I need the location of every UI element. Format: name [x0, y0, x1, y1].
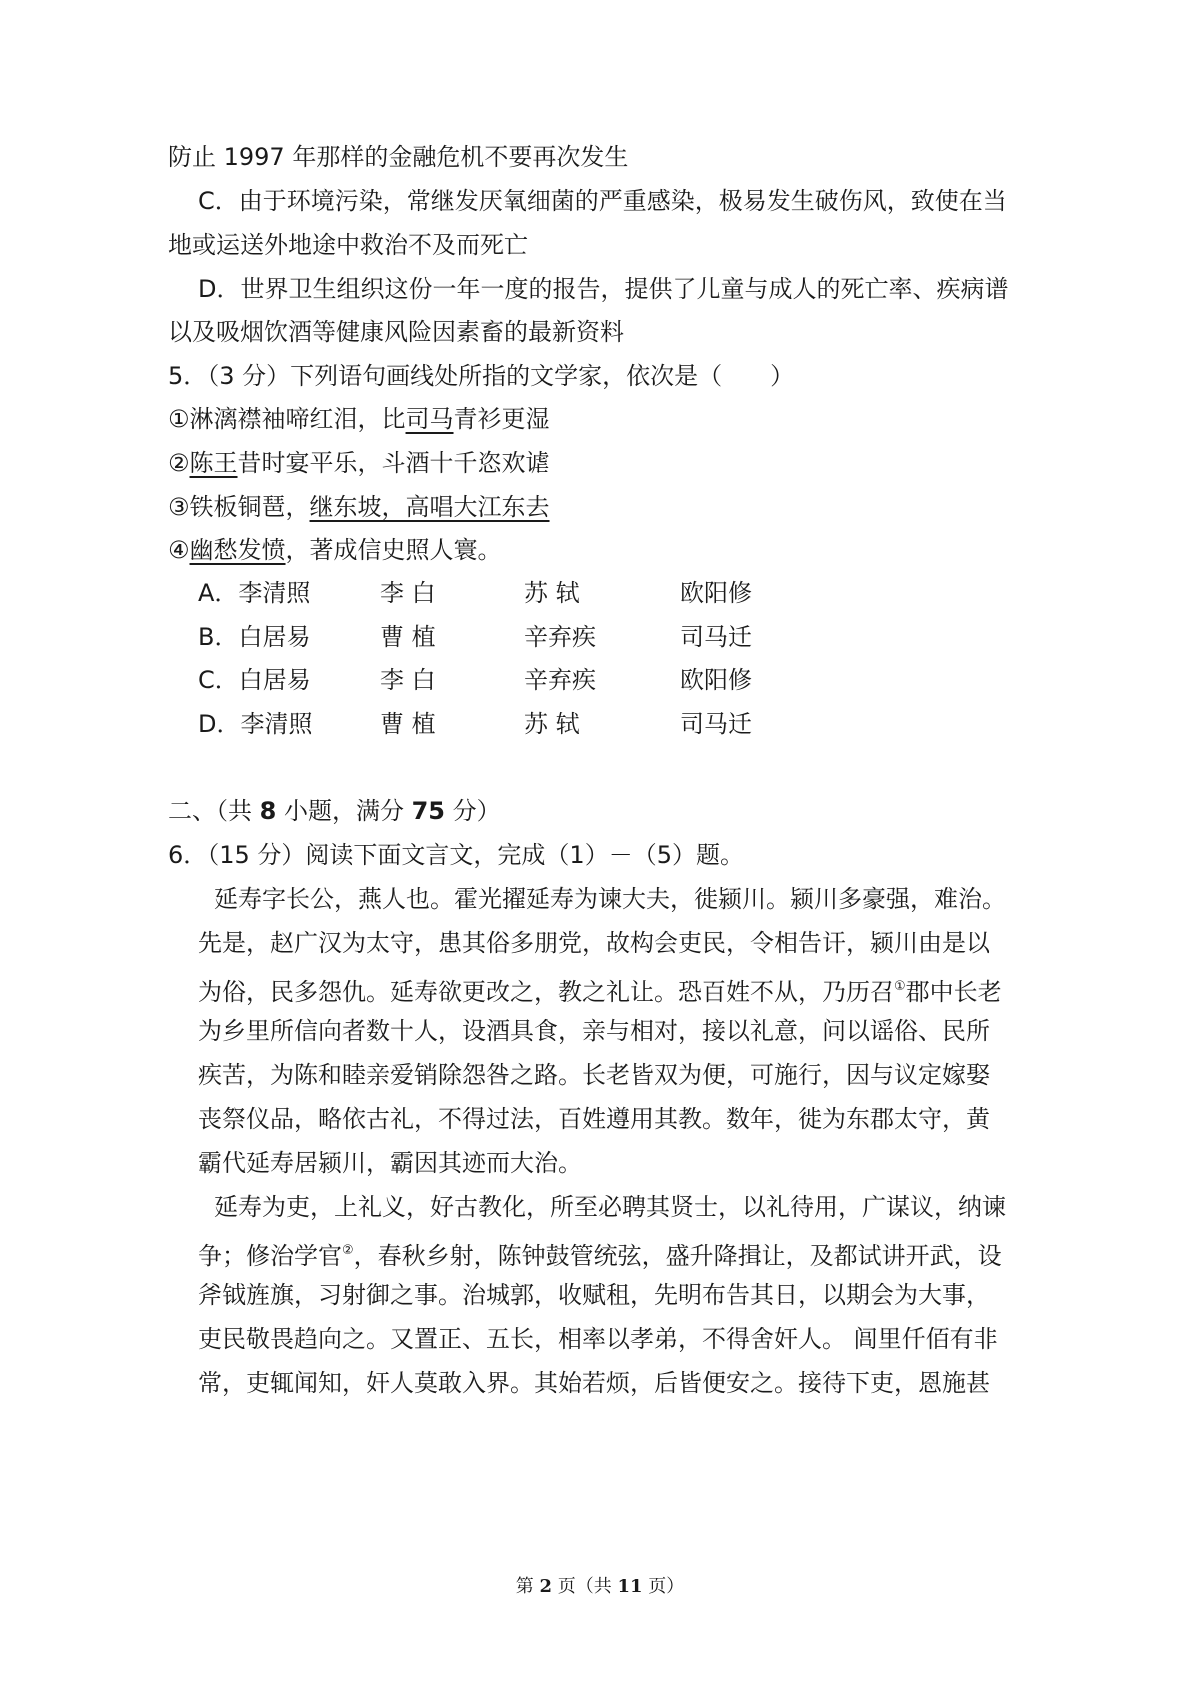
- q5-option-d-col3: 苏 轼: [524, 710, 580, 738]
- q5-item-3-underlined: 继东坡，高唱大江东去: [309, 493, 550, 521]
- q6-p1-line5: 疾苦，为陈和睦亲爱销除怨咎之路。长老皆双为便，可施行，因与议定嫁娶: [198, 1061, 990, 1089]
- section-heading-suffix: 分）: [445, 797, 501, 825]
- q5-option-c-col4: 欧阳修: [680, 666, 752, 694]
- q5-item-1: [168, 404, 550, 434]
- q5-item-2-rest: 昔时宴平乐，斗酒十千恣欢谑: [237, 449, 550, 477]
- q5-option-c-col2: 李 白: [380, 666, 436, 694]
- q5-stem: 5．（3 分）下列语句画线处所指的文学家，依次是（ ）: [168, 362, 795, 390]
- q5-option-d-col1: D．李清照: [198, 710, 313, 738]
- q5-option-a-col3: 苏 轼: [524, 579, 580, 607]
- q5-option-a-col4: 欧阳修: [680, 579, 752, 607]
- section-heading-middle: 小题，满分: [276, 797, 412, 825]
- q6-p2-line4: 吏民敬畏趋向之。又置正、五长，相率以孝弟，不得舍奸人。 闾里仟佰有非: [198, 1325, 998, 1353]
- section-heading-count: 8: [259, 797, 277, 825]
- q5-item-2: [168, 448, 550, 478]
- q6-p1-line7: 霸代延寿居颍川，霸因其迹而大治。: [198, 1149, 582, 1177]
- q6-p2-line2-text: 争；修治学官: [198, 1242, 342, 1270]
- q5-option-b-col2: 曹 植: [380, 623, 436, 651]
- q5-item-2-underlined: 陈王: [189, 449, 238, 477]
- q4-option-d-line2: 以及吸烟饮酒等健康风险因素畜的最新资料: [168, 318, 624, 346]
- q4-option-d-line1: D．世界卫生组织这份一年一度的报告，提供了儿童与成人的死亡率、疾病谱: [198, 275, 1009, 303]
- q6-p1-line3-rest: 郡中长老: [905, 978, 1002, 1006]
- q5-item-4: [168, 535, 502, 565]
- page-footer: [0, 1572, 1200, 1598]
- q5-item-4-rest: ，著成信史照人寰。: [285, 536, 502, 564]
- footer-page-number: 2: [539, 1576, 552, 1597]
- q6-p2-line2: [198, 1236, 1002, 1271]
- q5-option-b-col3: 辛弃疾: [524, 623, 596, 651]
- q5-item-3-text: ③铁板铜琶，: [168, 493, 310, 521]
- q6-p1-line6: 丧祭仪品，略依古礼，不得过法，百姓遵用其教。数年，徙为东郡太守，黄: [198, 1105, 990, 1133]
- q4-option-c-line2: 地或运送外地途中救治不及而死亡: [168, 231, 528, 259]
- q6-p1-line3: [198, 972, 1002, 1007]
- q6-p2-line3: 斧钺旌旗，习射御之事。治城郭，收赋租，先明布告其日，以期会为大事，: [198, 1281, 990, 1309]
- q5-option-d-col2: 曹 植: [380, 710, 436, 738]
- footer-prefix: 第: [515, 1576, 540, 1597]
- q6-p1-line1: 延寿字长公，燕人也。霍光擢延寿为谏大夫，徙颍川。颍川多豪强，难治。: [214, 885, 1006, 913]
- q6-stem: 6．（15 分）阅读下面文言文，完成（1）－（5）题。: [168, 841, 744, 869]
- q5-item-4-text: ④: [168, 536, 190, 564]
- q4-option-b-continuation: 防止 1997 年那样的金融危机不要再次发生: [168, 143, 629, 171]
- q5-option-b-col4: 司马迁: [680, 623, 752, 651]
- q5-item-1-rest: 青衫更湿: [453, 405, 550, 433]
- q5-item-1-text: ①淋漓襟袖啼红泪，比: [168, 405, 406, 433]
- footer-suffix: 页）: [642, 1576, 685, 1597]
- q5-option-c-col1: C．白居易: [198, 666, 311, 694]
- q5-item-3: [168, 492, 550, 522]
- footer-total-pages: 11: [617, 1576, 643, 1597]
- section-heading: [168, 796, 501, 826]
- q6-p2-line5: 常，吏辄闻知，奸人莫敢入界。其始若烦，后皆便安之。接待下吏，恩施甚: [198, 1369, 990, 1397]
- q5-option-a-col1: A．李清照: [198, 579, 311, 607]
- q5-item-2-text: ②: [168, 449, 190, 477]
- footer-middle: 页（共: [552, 1576, 618, 1597]
- footnote-marker-1: ①: [894, 979, 906, 994]
- footnote-marker-2: ②: [342, 1243, 354, 1258]
- q6-p2-line1: 延寿为吏，上礼义，好古教化，所至必聘其贤士，以礼待用，广谋议，纳谏: [214, 1193, 1006, 1221]
- q5-option-d-col4: 司马迁: [680, 710, 752, 738]
- q5-option-a-col2: 李 白: [380, 579, 436, 607]
- section-heading-score: 75: [411, 797, 446, 825]
- q4-option-c-line1: C．由于环境污染，常继发厌氧细菌的严重感染，极易发生破伤风，致使在当: [198, 187, 1007, 215]
- q6-p1-line2: 先是，赵广汉为太守，患其俗多朋党，故构会吏民，令相告讦，颍川由是以: [198, 929, 990, 957]
- q6-p2-line2-rest: ，春秋乡射，陈钟鼓管统弦，盛升降揖让，及都试讲开武，设: [353, 1242, 1002, 1270]
- q5-option-c-col3: 辛弃疾: [524, 666, 596, 694]
- q5-item-4-underlined: 幽愁发愤: [189, 536, 286, 564]
- q6-p1-line4: 为乡里所信向者数十人，设酒具食，亲与相对，接以礼意，问以谣俗、民所: [198, 1017, 990, 1045]
- q5-option-b-col1: B．白居易: [198, 623, 311, 651]
- q5-item-1-underlined: 司马: [405, 405, 454, 433]
- section-heading-prefix: 二、（共: [168, 797, 260, 825]
- q6-p1-line3-text: 为俗，民多怨仇。延寿欲更改之，教之礼让。恐百姓不从，乃历召: [198, 978, 894, 1006]
